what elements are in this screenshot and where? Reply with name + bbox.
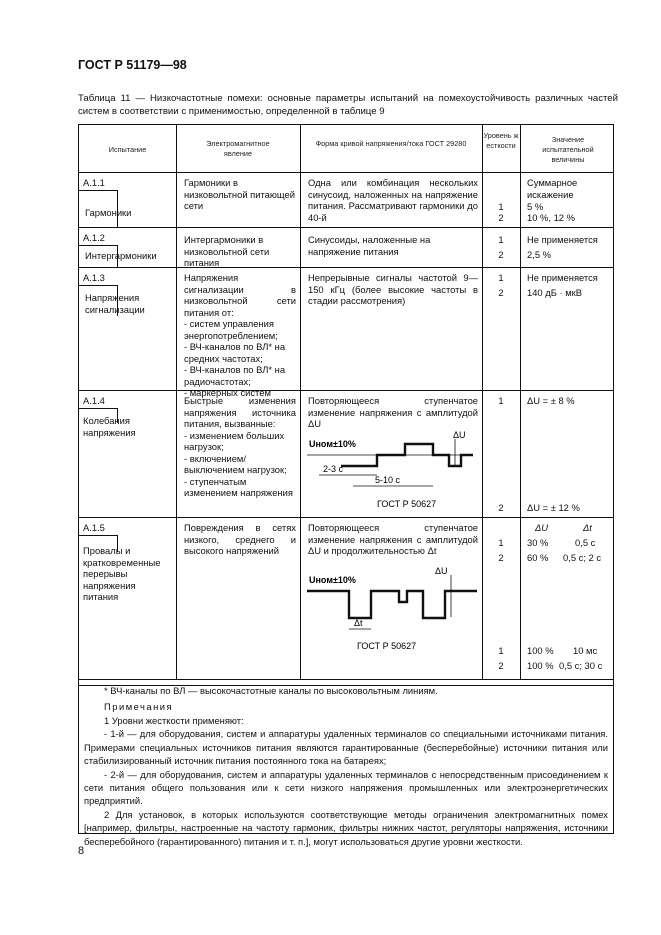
row-code: А.1.3 <box>83 272 105 283</box>
row-divider <box>79 679 613 680</box>
t2-label: 5-10 с <box>375 475 401 485</box>
row-phenomenon: Повреждения в сетях низкого, среднего и высокого напряжений <box>184 522 296 556</box>
pair-du: 30 % <box>527 537 549 548</box>
row-form: Одна или комбинация нескольких синусоид, наложенных на напряжение питания. Рассматривают гармоники до 40-й <box>308 177 478 223</box>
row-value: ΔU = ± 12 % <box>527 502 580 513</box>
pair-du: 100 % <box>527 660 554 671</box>
row-test: Интергармоники <box>85 250 157 261</box>
footnote: * ВЧ-каналы по ВЛ — высокочастотные каналы по высоковольтным линиям. <box>104 685 438 696</box>
subhead-dt: Δt <box>583 522 592 533</box>
col-header-phenomenon: Электромагнитное явление <box>206 139 270 158</box>
row-code: А.1.1 <box>83 177 105 188</box>
voltage-step-diagram <box>305 429 481 511</box>
row-value: 5 % <box>527 201 544 212</box>
delta-u-label: ΔU <box>453 430 466 440</box>
dip-diagram <box>305 565 481 653</box>
row-code: А.1.5 <box>83 522 105 533</box>
page-number: 8 <box>78 845 85 857</box>
row-value: Не применяется <box>527 234 598 245</box>
row-divider <box>79 267 613 268</box>
parameters-table <box>78 124 614 686</box>
row-value-title: Суммарное искажение <box>527 177 578 200</box>
document-header: ГОСТ Р 51179—98 <box>78 58 187 72</box>
row-level: 1 <box>498 645 504 656</box>
row-level: 1 <box>498 201 504 212</box>
row-code: А.1.4 <box>83 395 105 406</box>
row-test: Провалы и кратковременные перерывы напряжения питания <box>83 545 161 602</box>
row-level: 1 <box>498 234 504 245</box>
row-form: Непрерывные сигналы частотой 9—150 кГц (более высокие частоты в стадии рассмотрения) <box>308 272 478 306</box>
col-header-test: Испытание <box>108 145 147 154</box>
row-test: Гармоники <box>85 207 132 218</box>
row-test: Колебания напряжения <box>83 415 136 438</box>
row-phenomenon: Интергармоники в низковольтной сети питания <box>184 234 270 268</box>
row-level: 2 <box>498 552 504 563</box>
notes-title: Примечания <box>104 701 174 712</box>
pair-dt: 10 мс <box>573 645 598 656</box>
note-item: 1 Уровни жесткости применяют: <box>104 715 244 726</box>
unom-label: Uном±10% <box>309 575 356 585</box>
row-test: Напряжения сигнализации <box>85 292 145 315</box>
row-level: 1 <box>498 537 504 548</box>
row-level: 2 <box>498 287 504 298</box>
row-level: 2 <box>498 502 504 513</box>
row-form: Повторяющееся ступенчатое изменение напряжения с амплитудой ΔU и продолжительностью Δt <box>308 522 478 556</box>
col-header-form: Форма кривой напряжения/тока ГОСТ 29280 <box>315 139 467 148</box>
pair-dt: 0,5 с; 30 с <box>559 660 603 671</box>
row-form: Синусоиды, наложенные на напряжение питания <box>308 234 431 257</box>
row-value: 2,5 % <box>527 249 551 260</box>
row-phenomenon-list: Быстрые изменения напряжения источника питания, вызванные: - изменением больших нагрузок; - включением/выключением нагрузок; - ступенчатым изменением напряжения <box>184 395 296 498</box>
unom-label: Uном±10% <box>309 439 356 449</box>
col-header-value: Значение испытательной величины <box>542 135 594 164</box>
row-divider <box>79 390 613 391</box>
col-divider <box>520 125 521 679</box>
std-label: ГОСТ Р 50627 <box>357 641 417 651</box>
row-level: 1 <box>498 272 504 283</box>
row-divider <box>79 227 613 228</box>
col-divider <box>176 125 177 679</box>
t1-label: 2-3 с <box>323 464 344 474</box>
row-value: 10 %, 12 % <box>527 212 575 223</box>
row-phenomenon: Гармоники в низковольтной питающей сети <box>184 177 295 211</box>
row-level: 1 <box>498 395 504 406</box>
row-divider <box>79 517 613 518</box>
pair-dt: 0,5 с; 2 с <box>563 552 602 563</box>
note-item: - 2-й — для оборудования, систем и аппаратуры удаленных терминалов с непосредственным присоединением к сети питания общего пользования или к сети низкого напряжения промышленных или электроэнергетических предприятий. <box>84 768 608 807</box>
dip-waveform <box>307 591 477 618</box>
row-level: 2 <box>498 212 504 223</box>
row-value: ΔU = ± 8 % <box>527 395 575 406</box>
row-level: 2 <box>498 660 504 671</box>
row-code: А.1.2 <box>83 232 105 243</box>
note-item: - 1-й — для оборудования, систем и аппаратуры удаленных терминалов со специальными источниками питания. Примерами специальных источников питания являются гарантированные (бесперебойные) источники питания или стабилизированный источник питания постоянного тока на батареях; <box>84 728 608 767</box>
col-divider <box>300 125 301 679</box>
dt-label: Δt <box>354 618 363 628</box>
note-item: 2 Для установок, в которых используются соответствующие методы ограничения электромагнитных помех [например, фильтры, настроенные на частоту гармоник, фильтры нижних частот, регуляторы напряжения, источники бесперебойного (гарантированного) питания и т. п.], могут использоваться другие уровни жесткости. <box>84 808 608 847</box>
row-value: Не применяется <box>527 272 598 283</box>
notes-frame <box>78 686 614 834</box>
pair-du: 100 % <box>527 645 554 656</box>
pair-du: 60 % <box>527 552 549 563</box>
row-divider <box>79 172 613 173</box>
subhead-du: ΔU <box>535 522 549 533</box>
pair-dt: 0,5 с <box>575 537 596 548</box>
row-level: 2 <box>498 249 504 260</box>
row-value: 140 дБ · мкВ <box>527 287 583 298</box>
std-label: ГОСТ Р 50627 <box>377 499 437 509</box>
row-phenomenon-list: Напряжения сигнализации в низковольтной сети питания от: - систем управления энергопотреблением; - ВЧ-каналов по ВЛ* на средних частотах; - ВЧ-каналов по ВЛ* на радиочастотах; - маркерных систем <box>184 272 296 398</box>
delta-u-label: ΔU <box>435 566 448 576</box>
col-divider <box>482 125 483 679</box>
table-caption: Таблица 11 — Низкочастотные помехи: основные параметры испытаний на помехоустойчивость различных частей систем в соответствии с применимостью, определенной в таблице 9 <box>78 93 618 117</box>
row-form: Повторяющееся ступенчатое изменение напряжения с амплитудой ΔU <box>308 395 478 429</box>
col-header-level: Уровень жесткости <box>483 131 519 150</box>
